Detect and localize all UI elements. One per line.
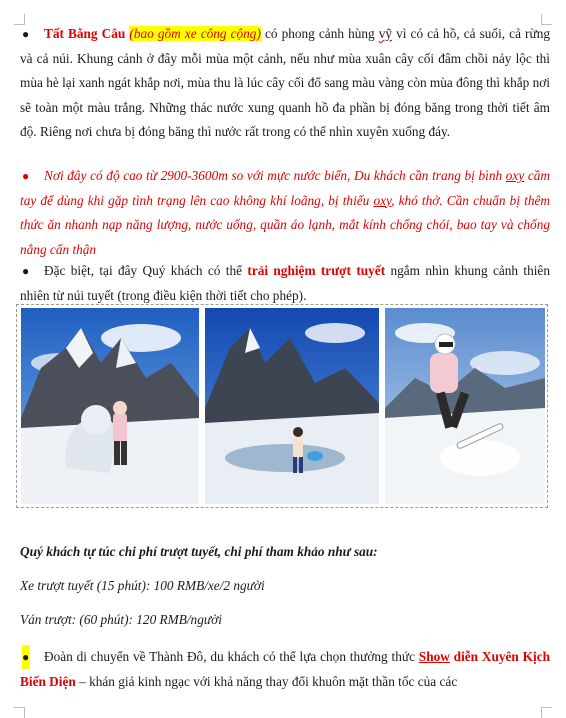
spellcheck-word: vỹ [378,26,393,41]
cost-sled: Xe trượt tuyết (15 phút): 100 RMB/xe/2 người [20,578,265,593]
show-name: diễn Xuyên Kịch Biến Diện [20,649,550,689]
photo-snowboarder [385,308,545,504]
note-public-transport: (bao gồm xe công cộng) [129,26,261,41]
paragraph-chengdu-show: Đoàn di chuyển về Thành Đô, du khách có thể lựa chọn thưởng thức Show diễn Xuyên Kịch Biến Diện – khán giả kinh ngạc với khả năng thay đổi khuôn mặt thần tốc của các [20,649,550,689]
photo-frozen-lake [205,308,379,504]
paragraph-altitude-warning: Nơi đây có độ cao từ 2900-3600m so với mực nước biển, Du khách cần trang bị bình oxy cầm tay để dùng khi gặp tình trạng lên cao không khí loãng, bị thiếu oxy, khó thở. Cần chuẩn bị thêm thức ăn nhanh nạp năng lượng, nước uống, quần áo lạnh, mắt kính chống chói, bao tay và chống nắng cẩn thận [20,168,550,257]
margin-mark-bottom-right [541,707,552,718]
place-name: Tất Bằng Câu [44,26,126,41]
paragraph-tat-bang-cau: Tất Bằng Câu (bao gồm xe công cộng) có phong cảnh hùng vỹ vì có cả hồ, cả suối, cả rừng và cả núi. Khung cảnh ở đây mỗi mùa một cảnh, nếu như mùa xuân cây cối đâm chồi nảy lộc thì mùa hè lại xanh ngát khắp nơi, mùa thu là lúc cây cối đổ sang màu vàng còn mùa đông thì khắp nơi sẽ toàn một màu trắng. Những thác nước xung quanh hồ đa phần bị đóng băng trong thời tiết âm độ. Riêng nơi chưa bị đóng băng thì nước rất trong có thể nhìn xuyên xuống đáy. [20,26,550,139]
bullet-3: ● [22,264,30,278]
bullet-2: ● [22,169,30,183]
word-oxy: oxy [373,192,392,208]
photo-group [16,304,548,508]
photo-snowman [21,308,199,504]
bullet-4: ● [22,645,29,669]
word-oxy: oxy [505,168,525,183]
cost-heading: Quý khách tự túc chi phí trượt tuyết, chi phí tham khảo như sau: [20,544,378,559]
margin-mark-bottom-left [14,707,25,718]
bullet-1: ● [22,27,30,41]
skiing-highlight: trải nghiệm trượt tuyết [247,263,386,278]
cost-ski-board: Ván trượt: (60 phút): 120 RMB/người [20,612,222,627]
paragraph-skiing: Đặc biệt, tại đây Quý khách có thể trải nghiệm trượt tuyết ngắm nhìn khung cảnh thiên nhiên từ núi tuyết (trong điều kiện thời tiết cho phép). [20,263,550,303]
word-show: Show [418,649,450,664]
